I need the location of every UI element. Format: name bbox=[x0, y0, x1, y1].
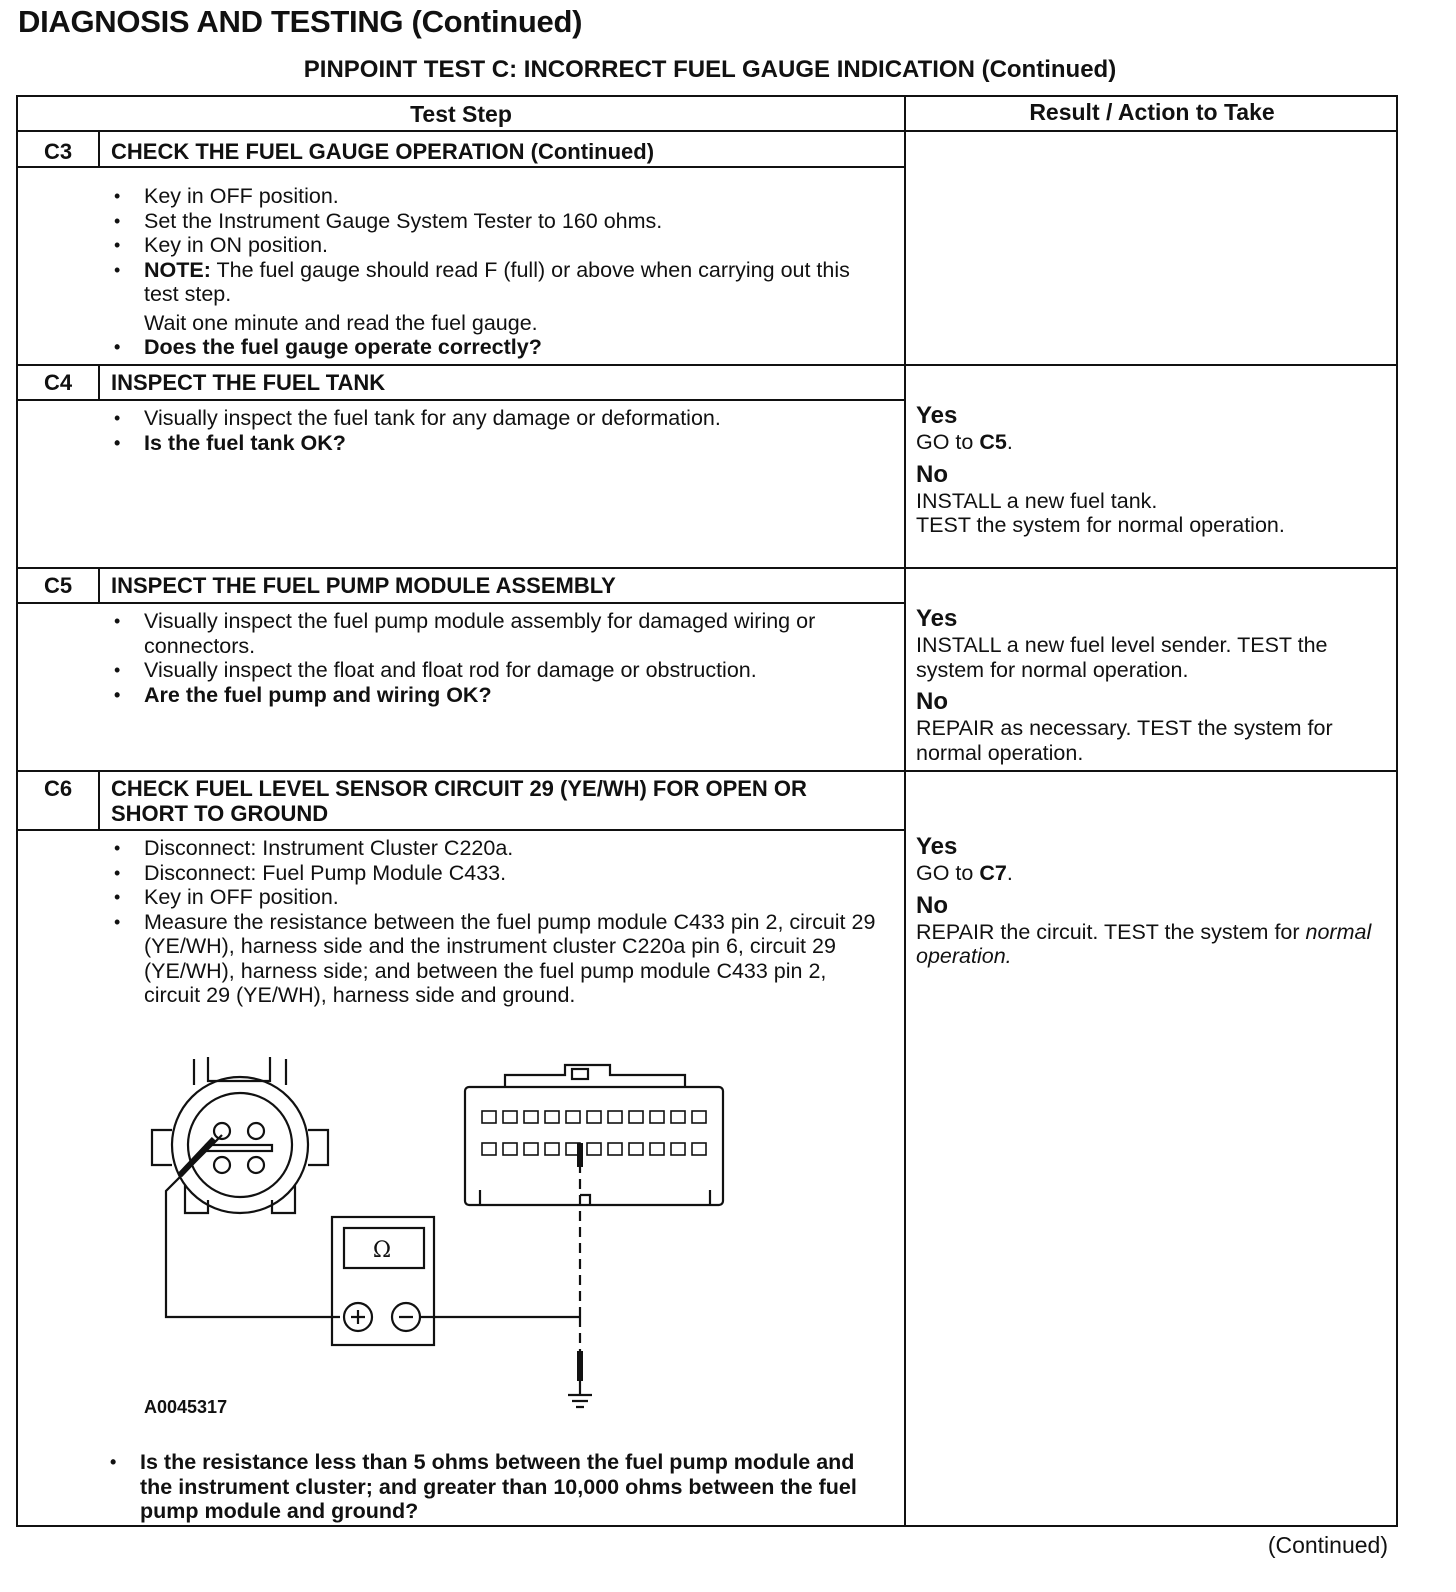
no-action: REPAIR as necessary. TEST the system for normal operation. bbox=[916, 716, 1333, 765]
list-item bbox=[108, 258, 888, 307]
title-rule bbox=[18, 399, 904, 401]
no-action bbox=[916, 920, 1386, 969]
list-item-continuation: Wait one minute and read the fuel gauge. bbox=[144, 310, 538, 335]
id-divider bbox=[98, 772, 100, 830]
no-action-line: INSTALL a new fuel tank. bbox=[916, 488, 1158, 513]
yes-action-text: GO to bbox=[916, 861, 980, 885]
ground-icon bbox=[568, 1381, 592, 1407]
step-reference: C7 bbox=[979, 861, 1007, 885]
step-id-c6: C6 bbox=[43, 776, 73, 801]
yes-action: GO to C5. bbox=[916, 430, 1013, 454]
no-action-text: REPAIR the circuit. TEST the system for bbox=[916, 919, 1306, 944]
result-c5 bbox=[916, 605, 1386, 765]
step-list-c6 bbox=[108, 836, 888, 1008]
step-question: • Is the resistance less than 5 ohms between the fuel pump module and the instrument cluster; and greater than 10,000 ohms between the fuel pump module and ground? bbox=[104, 1450, 864, 1524]
step-id-c3: C3 bbox=[43, 139, 73, 164]
step-question: • Is the fuel tank OK? bbox=[108, 431, 888, 456]
note-text: The fuel gauge should read F (full) or above when carrying out this test step. bbox=[144, 257, 850, 306]
step-list-c4 bbox=[108, 406, 888, 455]
id-divider bbox=[98, 569, 100, 602]
title-rule bbox=[18, 166, 904, 168]
id-divider bbox=[98, 132, 100, 167]
id-divider bbox=[98, 366, 100, 399]
result-c6 bbox=[916, 833, 1386, 969]
list-item: • Set the Instrument Gauge System Tester to 160 ohms. bbox=[108, 209, 888, 234]
yes-action: INSTALL a new fuel level sender. TEST the system for normal operation. bbox=[916, 633, 1328, 682]
step-rule bbox=[18, 770, 1396, 772]
list-item: • Disconnect: Instrument Cluster C220a. bbox=[108, 836, 888, 861]
note-label: NOTE: bbox=[144, 257, 211, 282]
step-question: • Does the fuel gauge operate correctly? bbox=[108, 335, 888, 360]
yes-action: GO to C7. bbox=[916, 861, 1013, 885]
yes-label: Yes bbox=[916, 402, 958, 429]
test-title: PINPOINT TEST C: INCORRECT FUEL GAUGE INDICATION (Continued) bbox=[303, 56, 1117, 83]
step-id-c4: C4 bbox=[43, 370, 73, 395]
no-action-line: TEST the system for normal operation. bbox=[916, 513, 1285, 537]
yes-action-text: GO to bbox=[916, 430, 980, 454]
list-item: • Key in OFF position. bbox=[108, 885, 888, 910]
step-title-c5: INSPECT THE FUEL PUMP MODULE ASSEMBLY bbox=[111, 573, 616, 598]
step-reference: C5 bbox=[979, 430, 1007, 454]
resistance-test-diagram bbox=[110, 1035, 830, 1425]
list-item: • Key in OFF position. bbox=[108, 184, 888, 209]
step-rule bbox=[18, 567, 1396, 569]
step-rule bbox=[18, 364, 1396, 366]
no-label: No bbox=[916, 460, 948, 488]
header-test-step: Test Step bbox=[410, 101, 512, 127]
continued-note: (Continued) bbox=[1267, 1532, 1388, 1558]
header-rule bbox=[18, 130, 1396, 132]
figure-code: A0045317 bbox=[144, 1397, 228, 1417]
no-label: No bbox=[916, 891, 948, 919]
step-title-c3: CHECK THE FUEL GAUGE OPERATION (Continued) bbox=[111, 139, 655, 164]
result-c4 bbox=[916, 402, 1386, 538]
step-id-c5: C5 bbox=[43, 573, 73, 598]
no-label: No bbox=[916, 688, 948, 715]
fuel-pump-connector-icon bbox=[152, 1057, 328, 1213]
list-item: • Visually inspect the float and float rod for damage or obstruction. bbox=[108, 658, 888, 683]
column-divider bbox=[904, 97, 906, 1525]
ohm-symbol: Ω bbox=[372, 1238, 392, 1263]
list-item: • Key in ON position. bbox=[108, 233, 888, 258]
list-item: • Disconnect: Fuel Pump Module C433. bbox=[108, 861, 888, 886]
title-rule bbox=[18, 829, 904, 831]
step-list-c5 bbox=[108, 609, 888, 707]
no-action-text-italic: normal operation. bbox=[916, 919, 1372, 968]
list-item: • Measure the resistance between the fuel pump module C433 pin 2, circuit 29 (YE/WH), harness side and the instrument cluster C220a pin 6, circuit 29 (YE/WH), harness side; and between the fuel pump module C433 pin 2, circuit 29 (YE/WH), harness side and ground. bbox=[108, 910, 888, 1008]
ohmmeter-icon bbox=[332, 1217, 434, 1345]
list-item: • Visually inspect the fuel pump module assembly for damaged wiring or connectors. bbox=[108, 609, 888, 658]
yes-label: Yes bbox=[916, 833, 958, 860]
step-question: • Are the fuel pump and wiring OK? bbox=[108, 683, 888, 708]
probe-tip bbox=[180, 1139, 214, 1175]
title-rule bbox=[18, 602, 904, 604]
instrument-cluster-connector-icon bbox=[465, 1065, 723, 1205]
page-heading: DIAGNOSIS AND TESTING (Continued) bbox=[18, 4, 583, 39]
step-title-c6: CHECK FUEL LEVEL SENSOR CIRCUIT 29 (YE/WH) FOR OPEN OR SHORT TO GROUND bbox=[111, 776, 807, 826]
step-question-list-c6 bbox=[104, 1450, 864, 1524]
list-item: • Visually inspect the fuel tank for any damage or deformation. bbox=[108, 406, 888, 431]
step-list-c3 bbox=[108, 184, 888, 360]
yes-label: Yes bbox=[916, 605, 958, 632]
header-result: Result / Action to Take bbox=[1029, 99, 1275, 125]
step-title-c4: INSPECT THE FUEL TANK bbox=[111, 370, 386, 395]
